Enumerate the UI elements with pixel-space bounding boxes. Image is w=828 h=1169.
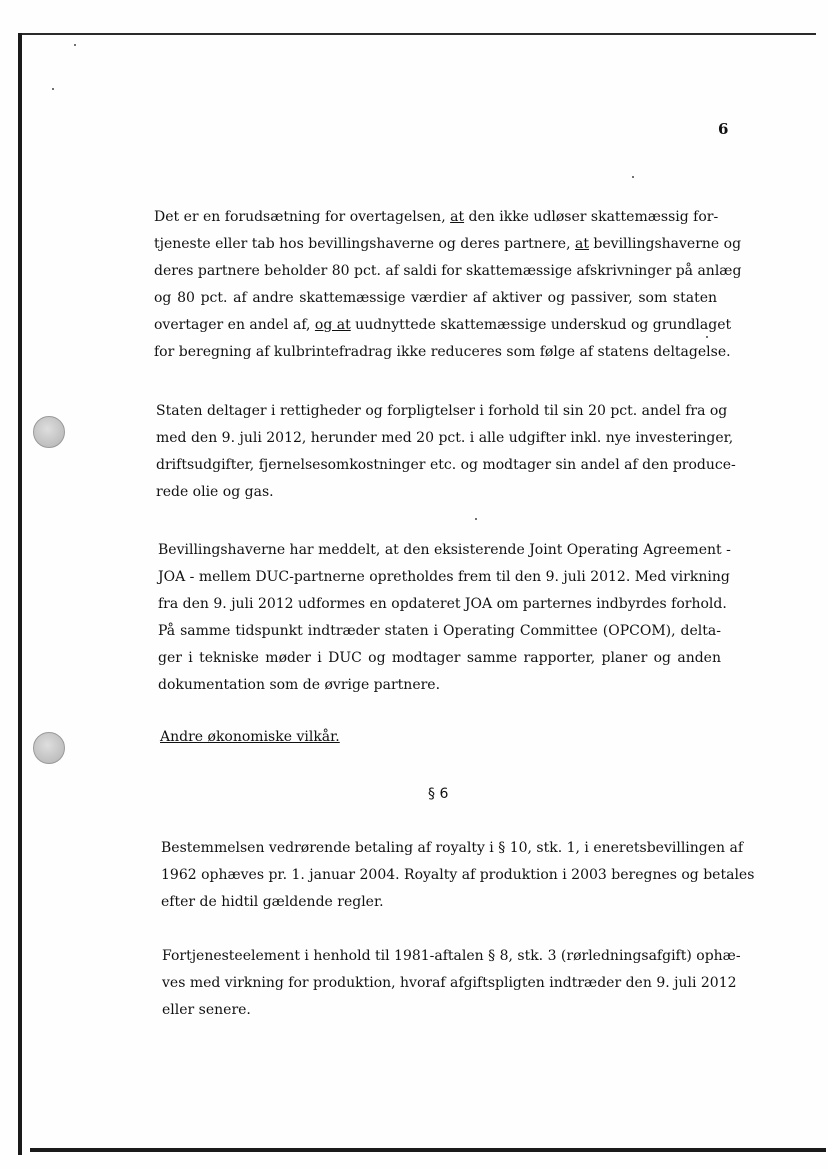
punch-hole-upper <box>33 416 65 448</box>
text-line: driftsudgifter, fjernelsesomkostninger etc. og modtager sin andel af den produce- <box>156 457 736 473</box>
text-line: og 80 pct. af andre skattemæssige værdier af aktiver og passiver, som staten <box>154 290 717 306</box>
text-line: Det er en forudsætning for overtagelsen, at den ikke udløser skattemæssig for- <box>154 209 719 225</box>
scan-edge-bottom <box>30 1148 826 1152</box>
paragraph-statens-deltagelse <box>156 398 736 506</box>
paragraph-joa <box>158 537 731 699</box>
text-line: overtager en andel af, og at uudnyttede skattemæssige underskud og grundlaget <box>154 317 732 333</box>
text-line: efter de hidtil gældende regler. <box>161 894 384 910</box>
text-line: På samme tidspunkt indtræder staten i Operating Committee (OPCOM), delta- <box>158 623 721 639</box>
text-line: Fortjenesteelement i henhold til 1981-aftalen § 8, stk. 3 (rørledningsafgift) ophæ- <box>162 948 741 964</box>
paragraph-fortjenesteelement <box>162 943 741 1024</box>
scan-speck <box>52 88 54 90</box>
text-line: Staten deltager i rettigheder og forpligtelser i forhold til sin 20 pct. andel fra og <box>156 403 728 419</box>
text-line: for beregning af kulbrintefradrag ikke reduceres som følge af statens deltagelse. <box>154 344 731 360</box>
page-number: 6 <box>718 120 729 138</box>
section-mark: § 6 <box>428 786 449 802</box>
punch-hole-lower <box>33 732 65 764</box>
text-line: 1962 ophæves pr. 1. januar 2004. Royalty af produktion i 2003 beregnes og betales <box>161 867 755 883</box>
text-line: fra den 9. juli 2012 udformes en opdateret JOA om parternes indbyrdes forhold. <box>158 596 727 612</box>
text-line: ger i tekniske møder i DUC og modtager samme rapporter, planer og anden <box>158 650 721 666</box>
text-line: deres partnere beholder 80 pct. af saldi for skattemæssige afskrivninger på anlæg <box>154 263 742 279</box>
underlined-word: og at <box>314 317 351 333</box>
text-line: Bevillingshaverne har meddelt, at den eksisterende Joint Operating Agreement - <box>158 542 731 558</box>
text-line: med den 9. juli 2012, herunder med 20 pct. i alle udgifter inkl. nye investeringer, <box>156 430 734 446</box>
text-line: dokumentation som de øvrige partnere. <box>158 677 441 693</box>
text-line: rede olie og gas. <box>156 484 274 500</box>
section-heading: Andre økonomiske vilkår. <box>160 729 340 745</box>
scan-edge-left <box>18 33 22 1155</box>
scan-edge-top <box>20 33 816 35</box>
text-line: Bestemmelsen vedrørende betaling af royalty i § 10, stk. 1, i eneretsbevillingen af <box>161 840 744 856</box>
text-line: tjeneste eller tab hos bevillingshaverne og deres partnere, at bevillingshaverne og <box>154 236 742 252</box>
scan-speck <box>74 44 76 46</box>
underlined-word: at <box>574 236 589 252</box>
text-line: eller senere. <box>162 1002 251 1018</box>
scan-speck <box>632 176 634 178</box>
underlined-word: at <box>450 209 465 225</box>
text-line: JOA - mellem DUC-partnerne opretholdes frem til den 9. juli 2012. Med virkning <box>158 569 730 585</box>
scan-speck <box>475 518 477 520</box>
paragraph-royalty <box>161 835 755 916</box>
paragraph-overtagelse <box>154 204 742 366</box>
text-line: ves med virkning for produktion, hvoraf afgiftspligten indtræder den 9. juli 2012 <box>162 975 737 991</box>
